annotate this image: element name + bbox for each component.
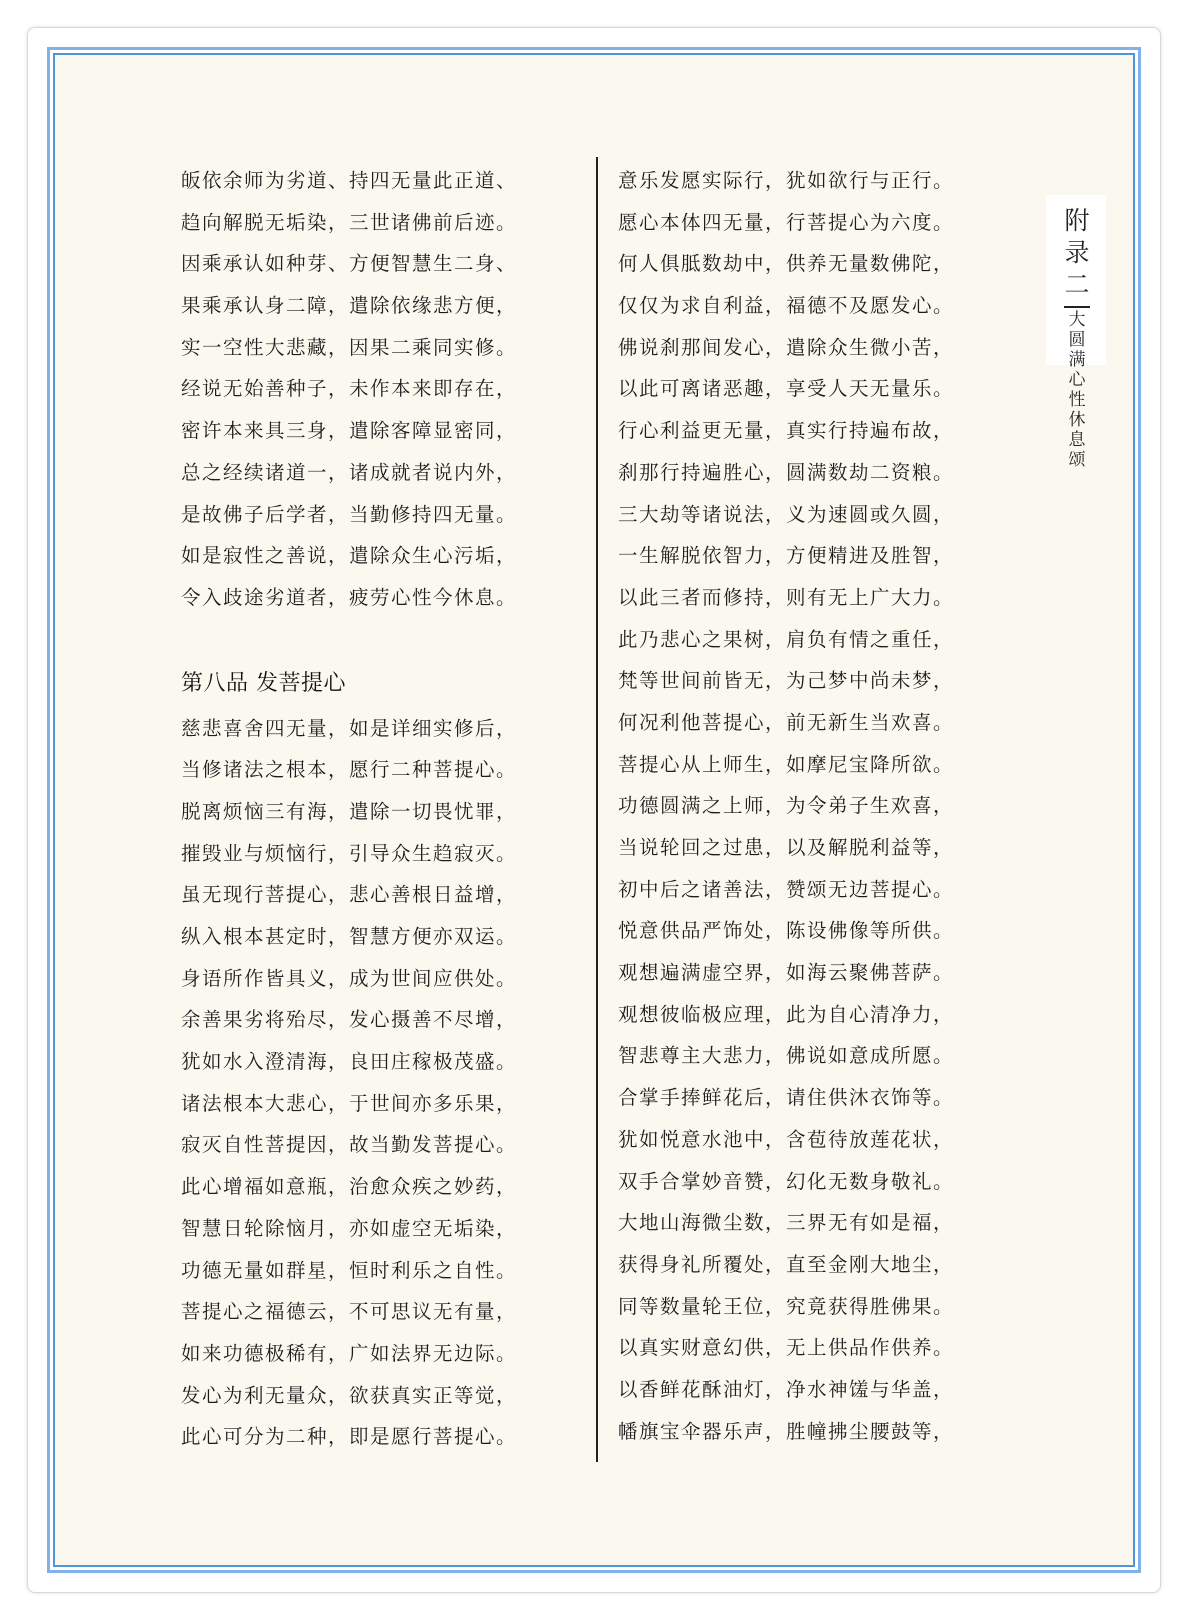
verse-line: 获得身礼所覆处，直至金刚大地尘，: [618, 1252, 955, 1276]
verse-line: 余善果劣将殆尽，发心摄善不尽增，: [181, 1008, 518, 1032]
left-column: [181, 160, 581, 1458]
verse-line: 以此可离诸恶趣，享受人天无量乐。: [618, 377, 955, 401]
right-column: [618, 160, 1018, 1452]
verse-line: 总之经续诸道一，诸成就者说内外，: [181, 460, 518, 484]
verse-line: 三大劫等诸说法，义为速圆或久圆，: [618, 502, 955, 526]
verse-line: 菩提心从上师生，如摩尼宝降所欲。: [618, 752, 955, 776]
verse-line: 此心增福如意瓶，治愈众疾之妙药，: [181, 1175, 518, 1199]
verse-line: 摧毁业与烦恼行，引导众生趋寂灭。: [181, 841, 518, 865]
verse-line: 仅仅为求自利益，福德不及愿发心。: [618, 294, 955, 318]
verse-line: 果乘承认身二障，遣除依缘悲方便，: [181, 294, 518, 318]
verse-line: 功德圆满之上师，为令弟子生欢喜，: [618, 794, 955, 818]
verse-line: 意乐发愿实际行，犹如欲行与正行。: [618, 169, 955, 192]
verse-line: 发心为利无量众，欲获真实正等觉，: [181, 1383, 518, 1407]
left-verses-bottom: [181, 708, 581, 1458]
verse-line: 何况利他菩提心，前无新生当欢喜。: [618, 710, 955, 734]
verse-line: 因乘承认如种芽、方便智慧生二身、: [181, 252, 518, 276]
verse-line: 脱离烦恼三有海，遣除一切畏忧罪，: [181, 799, 518, 823]
verse-line: 初中后之诸善法，赞颂无边菩提心。: [618, 877, 955, 901]
verse-line: 菩提心之福德云，不可思议无有量，: [181, 1300, 518, 1324]
verse-line: 慈悲喜舍四无量，如是详细实修后，: [181, 716, 518, 740]
verse-line: 观想彼临极应理，此为自心清净力，: [618, 1002, 955, 1026]
verse-line: 寂灭自性菩提因，故当勤发菩提心。: [181, 1133, 518, 1157]
verse-line: 功德无量如群星，恒时利乐之自性。: [181, 1258, 518, 1282]
verse-line: 观想遍满虚空界，如海云聚佛菩萨。: [618, 961, 955, 985]
verse-line: 犹如悦意水池中，含苞待放莲花状，: [618, 1127, 955, 1151]
header-rule: [1064, 306, 1090, 308]
verse-line: 以真实财意幻供，无上供品作供养。: [618, 1336, 955, 1360]
verse-line: 以香鲜花酥油灯，净水神馐与华盖，: [618, 1377, 955, 1401]
verse-line: 悦意供品严饰处，陈设佛像等所供。: [618, 919, 955, 943]
verse-line: 佛说刹那间发心，遣除众生微小苦，: [618, 335, 955, 359]
verse-line: 皈依余师为劣道、持四无量此正道、: [181, 169, 518, 192]
verse-line: 如来功德极稀有，广如法界无边际。: [181, 1341, 518, 1365]
verse-line: 幡旗宝伞器乐声，胜幢拂尘腰鼓等，: [618, 1419, 955, 1443]
verse-line: 双手合掌妙音赞，幻化无数身敬礼。: [618, 1169, 955, 1193]
verse-line: 虽无现行菩提心，悲心善根日益增，: [181, 883, 518, 907]
verse-line: 诸法根本大悲心，于世间亦多乐果，: [181, 1091, 518, 1115]
verse-line: 令入歧途劣道者，疲劳心性今休息。: [181, 585, 518, 609]
verse-line: 实一空性大悲藏，因果二乘同实修。: [181, 335, 518, 359]
verse-line: 刹那行持遍胜心，圆满数劫二资粮。: [618, 460, 955, 484]
verse-line: 当修诸法之根本，愿行二种菩提心。: [181, 758, 518, 782]
verse-line: 此心可分为二种，即是愿行菩提心。: [181, 1425, 518, 1449]
verse-line: 智慧日轮除恼月，亦如虚空无垢染，: [181, 1216, 518, 1240]
verse-line: 梵等世间前皆无，为己梦中尚未梦，: [618, 669, 955, 693]
verse-line: 当说轮回之过患，以及解脱利益等，: [618, 836, 955, 859]
book-title: 大圆满心性休息颂: [1068, 310, 1086, 470]
verse-line: 密许本来具三身，遣除客障显密同，: [181, 419, 518, 443]
verse-line: 是故佛子后学者，当勤修持四无量。: [181, 502, 518, 526]
verse-line: 行心利益更无量，真实行持遍布故，: [618, 419, 955, 443]
verse-line: 经说无始善种子，未作本来即存在，: [181, 377, 518, 401]
verse-line: 一生解脱依智力，方便精进及胜智，: [618, 544, 955, 568]
verse-line: 此乃悲心之果树，肩负有情之重任，: [618, 627, 955, 651]
verse-line: 身语所作皆具义，成为世间应供处。: [181, 966, 518, 990]
verse-line: 愿心本体四无量，行菩提心为六度。: [618, 210, 955, 234]
verse-line: 犹如水入澄清海，良田庄稼极茂盛。: [181, 1050, 518, 1074]
column-divider: [596, 157, 598, 1462]
verse-line: 趋向解脱无垢染，三世诸佛前后迹。: [181, 210, 518, 234]
chapter-heading: 第八品 发菩提心: [181, 670, 346, 696]
appendix-label: 附录二: [1064, 206, 1090, 299]
verse-line: 纵入根本甚定时，智慧方便亦双运。: [181, 925, 518, 948]
verse-line: 如是寂性之善说，遣除众生心污垢，: [181, 544, 518, 568]
verse-line: 同等数量轮王位，究竟获得胜佛果。: [618, 1294, 955, 1318]
verse-line: 以此三者而修持，则有无上广大力。: [618, 585, 955, 609]
left-verses-top: [181, 160, 581, 619]
verse-line: 合掌手捧鲜花后，请住供沐衣饰等。: [618, 1086, 955, 1110]
verse-line: 智悲尊主大悲力，佛说如意成所愿。: [618, 1044, 955, 1068]
verse-line: 大地山海微尘数，三界无有如是福，: [618, 1211, 955, 1235]
verse-line: 何人俱胝数劫中，供养无量数佛陀，: [618, 252, 955, 276]
